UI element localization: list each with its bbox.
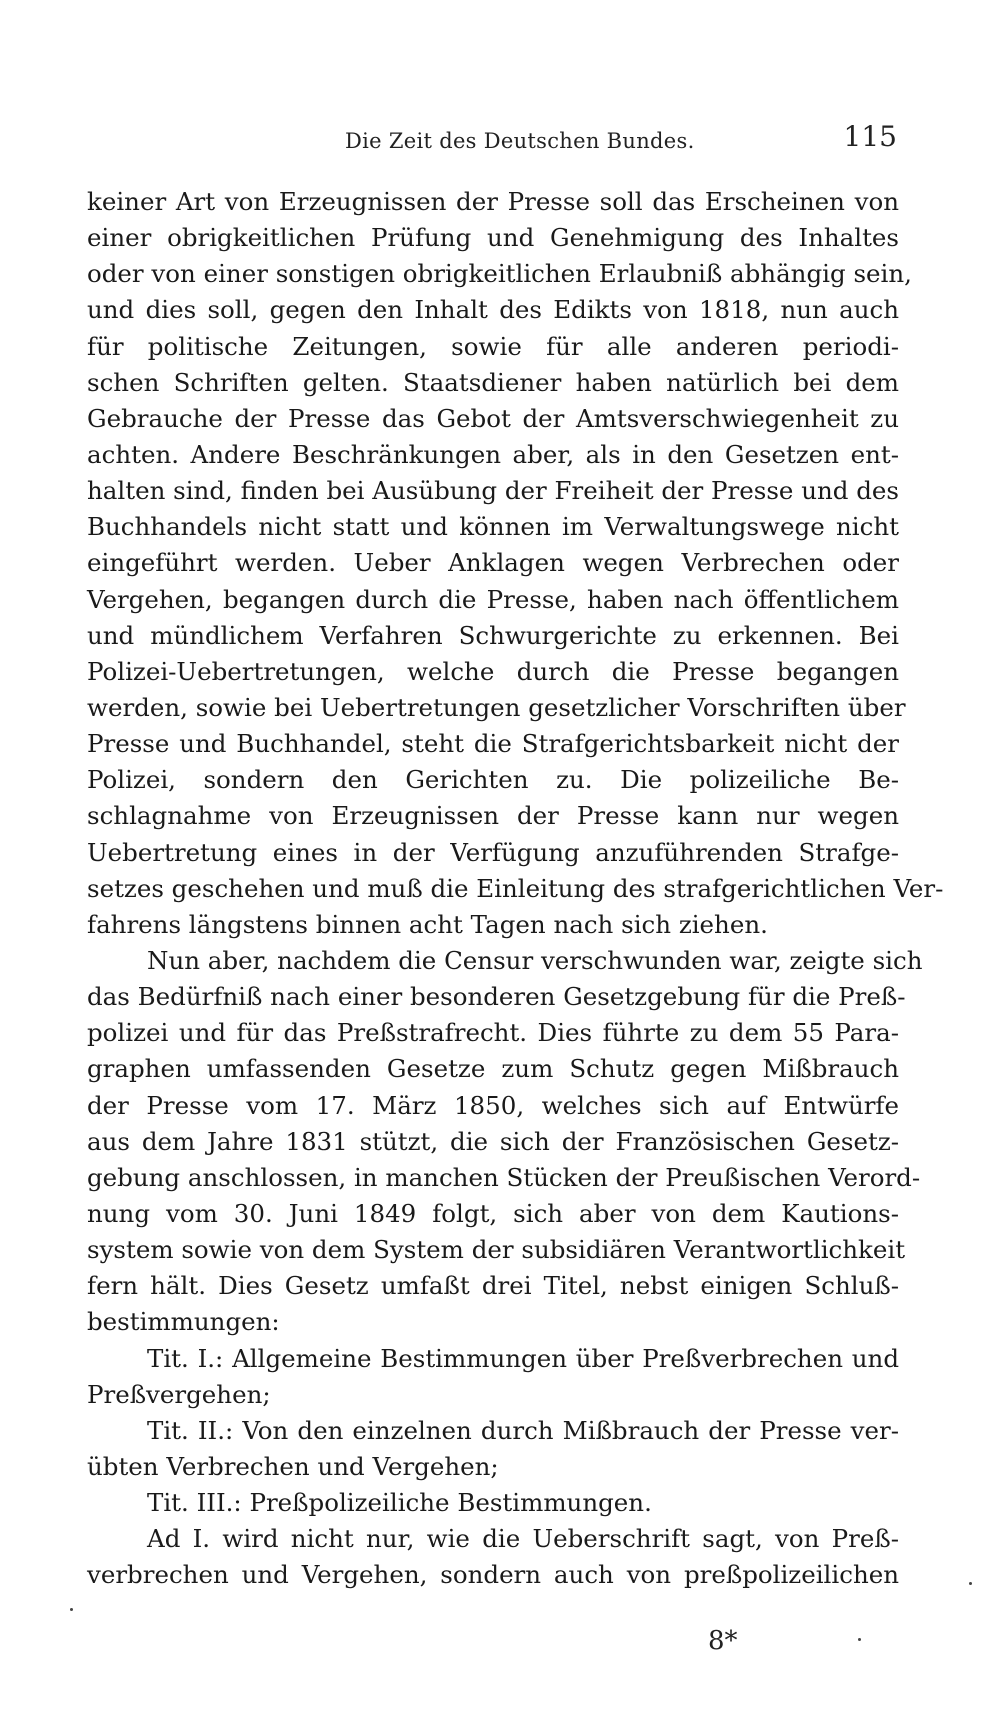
text-line: verbrechen und Vergehen, sondern auch von preßpolizeilichen: [87, 1560, 899, 1590]
text-line: Gebrauche der Presse das Gebot der Amtsverschwiegenheit zu: [87, 403, 899, 433]
text-line: Polizei, sondern den Gerichten zu. Die polizeiliche Be-: [87, 765, 899, 795]
text-line: und mündlichem Verfahren Schwurgerichte zu erkennen. Bei: [87, 620, 899, 650]
text-line: aus dem Jahre 1831 stützt, die sich der Französischen Gesetz-: [87, 1126, 899, 1156]
text-line: nung vom 30. Juni 1849 folgt, sich aber von dem Kautions-: [87, 1198, 899, 1228]
text-line: Uebertretung eines in der Verfügung anzuführenden Strafge-: [87, 837, 899, 867]
text-line: einer obrigkeitlichen Prüfung und Genehmigung des Inhaltes: [87, 223, 899, 253]
text-line: setzes geschehen und muß die Einleitung des strafgerichtlichen Ver-: [87, 873, 944, 903]
page-number: 115: [843, 120, 897, 153]
running-head: Die Zeit des Deutschen Bundes.: [345, 129, 695, 153]
text-line: polizei und für das Preßstrafrecht. Dies führte zu dem 55 Para-: [87, 1018, 899, 1048]
text-line: fern hält. Dies Gesetz umfaßt drei Titel, nebst einigen Schluß-: [87, 1271, 899, 1301]
text-line: das Bedürfniß nach einer besonderen Gesetzgebung für die Preß-: [87, 982, 906, 1012]
text-line: achten. Andere Beschränkungen aber, als in den Gesetzen ent-: [87, 439, 899, 469]
text-line: oder von einer sonstigen obrigkeitlichen Erlaubniß abhängig sein,: [87, 259, 912, 289]
text-line: graphen umfassenden Gesetze zum Schutz gegen Mißbrauch: [87, 1054, 899, 1084]
ink-speck: [70, 1608, 73, 1611]
text-line: Tit. I.: Allgemeine Bestimmungen über Preßverbrechen und: [147, 1343, 899, 1373]
text-line: Presse und Buchhandel, steht die Strafgerichtsbarkeit nicht der: [87, 729, 899, 759]
text-line: für politische Zeitungen, sowie für alle anderen periodi-: [87, 331, 899, 361]
text-line: Tit. II.: Von den einzelnen durch Mißbrauch der Presse ver-: [147, 1415, 899, 1445]
text-line: gebung anschlossen, in manchen Stücken der Preußischen Verord-: [87, 1162, 921, 1192]
ink-speck: [858, 1638, 861, 1641]
body-text: [87, 184, 944, 1593]
text-line: Ad I. wird nicht nur, wie die Ueberschrift sagt, von Preß-: [147, 1524, 899, 1554]
text-line: übten Verbrechen und Vergehen;: [87, 1451, 499, 1481]
text-line: fahrens längstens binnen acht Tagen nach sich ziehen.: [87, 909, 768, 939]
text-line: Polizei-Uebertretungen, welche durch die Presse begangen: [87, 656, 899, 686]
signature-mark: 8*: [708, 1626, 738, 1656]
text-line: bestimmungen:: [87, 1307, 280, 1337]
text-line: Nun aber, nachdem die Censur verschwunden war, zeigte sich: [147, 945, 923, 975]
text-line: Vergehen, begangen durch die Presse, haben nach öffentlichem: [87, 584, 899, 614]
text-line: Buchhandels nicht statt und können im Verwaltungswege nicht: [87, 512, 899, 542]
text-line: werden, sowie bei Uebertretungen gesetzlicher Vorschriften über: [87, 692, 906, 722]
text-line: der Presse vom 17. März 1850, welches sich auf Entwürfe: [87, 1090, 899, 1120]
text-line: eingeführt werden. Ueber Anklagen wegen Verbrechen oder: [87, 548, 899, 578]
text-line: schen Schriften gelten. Staatsdiener haben natürlich bei dem: [87, 367, 899, 397]
text-line: keiner Art von Erzeugnissen der Presse soll das Erscheinen von: [87, 187, 899, 216]
text-line: halten sind, finden bei Ausübung der Freiheit der Presse und des: [87, 476, 899, 506]
text-line: system sowie von dem System der subsidiären Verantwortlichkeit: [87, 1235, 906, 1265]
ink-speck: [969, 1582, 972, 1585]
text-line: und dies soll, gegen den Inhalt des Edikts von 1818, nun auch: [87, 295, 899, 325]
text-line: schlagnahme von Erzeugnissen der Presse kann nur wegen: [87, 801, 899, 831]
text-line: Tit. III.: Preßpolizeiliche Bestimmungen.: [147, 1488, 652, 1518]
text-line: Preßvergehen;: [87, 1379, 271, 1409]
